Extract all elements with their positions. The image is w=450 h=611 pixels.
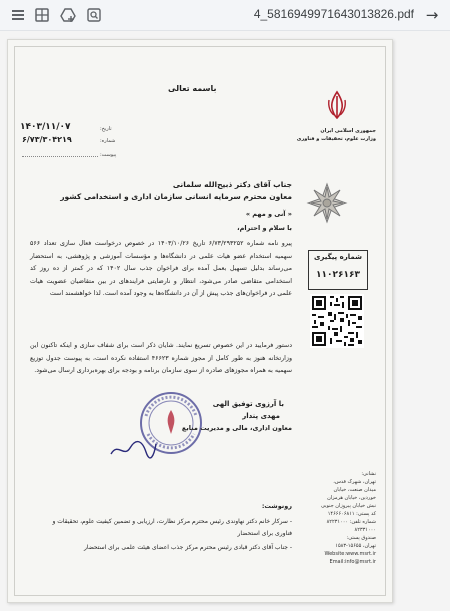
tracking-label: شماره پیگیری bbox=[314, 253, 362, 261]
document-viewer[interactable] bbox=[0, 31, 450, 611]
tracking-number: ۱۱۰۲۶۱۶۳ bbox=[316, 270, 360, 280]
date-label: تاریخ: bbox=[100, 126, 112, 132]
attachment-label: پیوست: bbox=[100, 152, 117, 158]
contact-line: شماره تلفن: ۸۲۲۳۱۰۰۰ bbox=[326, 519, 376, 525]
contact-line: کد پستی: ۱۴۶۶۶۰۶۸۱۱ bbox=[327, 511, 376, 517]
document-page bbox=[7, 39, 393, 603]
contact-line: میدان صنعت، خیابان bbox=[333, 487, 376, 493]
contact-line: نبش خیابان پیروزان جنوبی bbox=[320, 503, 376, 509]
letter-date: ۱۴۰۳/۱۱/۰۷ bbox=[20, 122, 71, 132]
copy-recipient-1: - سرکار خانم دکتر نهاوندی رئیس محترم مرکز نظارت، ارزیابی و تضمین کیفیت علوم، تحقیقات و فناوری برای استحضار bbox=[52, 518, 292, 537]
letter-subject: « آنی و مهم » bbox=[245, 210, 292, 218]
contact-line: تهران، ۱۵۶۵۵-۱۵۸۳ bbox=[335, 543, 376, 549]
website-link[interactable]: Website:www.msrt.ir bbox=[324, 551, 376, 557]
file-name: 4_5816949971643013826.pdf bbox=[253, 7, 414, 21]
greeting: با سلام و احترام، bbox=[237, 224, 292, 232]
handwritten-signature bbox=[108, 436, 158, 462]
letter-number: ۶/۷۳/۳۰۴۲۱۹ bbox=[22, 135, 72, 144]
attachment-line bbox=[22, 156, 98, 157]
body-paragraph-2: دستور فرمایید در این خصوص تسریع نمایند. شایان ذکر است برای شفاف سازی و اینکه تاکنون این وزارتخانه هنوز به طور کامل از مجوز شماره ۴۶۶۲۳ استفاده نکرده است، به پیوست جدول توزیع سهمیه به همراه مجوزهای صادره از سوی سازمان برنامه و بودجه برای بهره‌برداری ارسال می‌شود. bbox=[30, 342, 292, 375]
iran-emblem-icon bbox=[326, 90, 348, 120]
signature-closing: با آرزوی توفیق الهی bbox=[212, 400, 284, 408]
copy-recipient-2: - جناب آقای دکتر قبادی رئیس محترم مرکز جذب اعضای هیئت علمی برای استحضار bbox=[83, 544, 292, 551]
viewer-toolbar bbox=[0, 0, 450, 31]
search-in-file-icon[interactable] bbox=[86, 7, 102, 23]
add-to-drive-icon[interactable] bbox=[60, 7, 76, 23]
signatory-name: مهدی پندار bbox=[242, 412, 280, 420]
ministry-line-1: جمهوری اسلامی ایران bbox=[320, 128, 376, 134]
contact-line: خوردین، خیابان هرمزان bbox=[327, 495, 376, 501]
copies-label: رونوشت: bbox=[261, 502, 292, 510]
number-label: شماره: bbox=[100, 138, 116, 144]
recipient-name: جناب آقای دکتر ذبیح‌الله سلمانی bbox=[172, 180, 292, 189]
qr-code-icon bbox=[310, 294, 364, 348]
email-link[interactable]: Email:info@msrt.ir bbox=[329, 559, 376, 565]
body-paragraph-1: پیرو نامه شماره ۶/۷۳/۲۹۳۲۵۲ تاریخ ۱۴۰۳/۱۰/۲۶ در خصوص درخواست فعال سازی تعداد ۵۶۶ سهمیه استخدام عضو هیات علمی در دانشگاه‌ها و مؤسسات آموزشی و پژوهشی، به استحضار می‌رساند بدلیل تسهیل بعمل آمده برای فراخوان جذب سال ۱۴۰۲ که در کمتر از ده روز کد استخدامی متقاضی صادر می‌شود، انتظار و نارضایتی فرایندهای در بین متقاضیان عضویت هیات علمی در فراخوان‌های جذب پیش از آن در دانشگاه‌ها به وجود آمده است. لذا خواهشمند است bbox=[30, 240, 293, 298]
grid-view-icon[interactable] bbox=[34, 7, 50, 23]
ornament-icon bbox=[306, 182, 348, 224]
contact-line: صندوق پستی: bbox=[346, 535, 376, 541]
next-arrow-icon[interactable]: → bbox=[425, 6, 439, 24]
ministry-line-2: وزارت علوم، تحقیقات و فناوری bbox=[296, 136, 376, 142]
signatory-role: معاون اداری، مالی و مدیریت منابع bbox=[181, 424, 292, 432]
tracking-box bbox=[308, 250, 368, 290]
contact-line: ۸۲۳۳۱۰۰۰ bbox=[354, 527, 376, 533]
contact-line: نشانی: bbox=[361, 471, 376, 477]
recipient-title: معاون محترم سرمایه انسانی سازمان اداری و استخدامی کشور bbox=[60, 192, 292, 201]
basmala: باسمه تعالی bbox=[168, 84, 217, 93]
contact-line: تهران، شهرک قدس، bbox=[333, 479, 376, 485]
list-view-icon[interactable] bbox=[10, 7, 26, 23]
